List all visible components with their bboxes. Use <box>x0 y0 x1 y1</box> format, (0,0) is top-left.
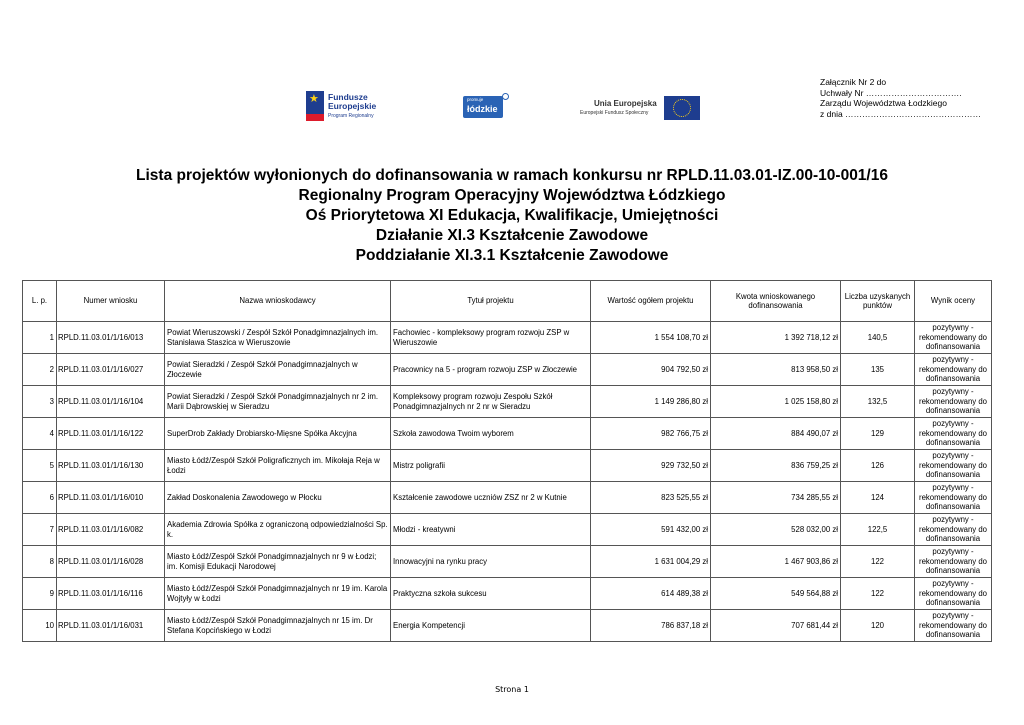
total-value-cell: 904 792,50 zł <box>591 354 711 386</box>
projects-table <box>22 280 992 642</box>
requested-amount-cell: 813 958,50 zł <box>711 354 841 386</box>
project-title-cell: Pracownicy na 5 - program rozwoju ZSP w Złoczewie <box>391 354 591 386</box>
table-row <box>23 450 992 482</box>
row-number-cell: 2 <box>23 354 57 386</box>
evaluation-result-cell: pozytywny - rekomendowany do dofinansowania <box>915 610 992 642</box>
program-title: Regionalny Program Operacyjny Województwa Łódzkiego <box>298 187 726 204</box>
requested-amount-cell: 884 490,07 zł <box>711 418 841 450</box>
requested-amount-cell: 707 681,44 zł <box>711 610 841 642</box>
table-row <box>23 418 992 450</box>
evaluation-result-cell: pozytywny - rekomendowany do dofinansowania <box>915 546 992 578</box>
application-number-cell: RPLD.11.03.01/1/16/122 <box>57 418 165 450</box>
table-row <box>23 610 992 642</box>
applicant-name-cell: Miasto Łódź/Zespół Szkół Poligraficznych im. Mikołaja Reja w Łodzi <box>165 450 391 482</box>
table-body <box>23 322 992 642</box>
submeasure-title: Poddziałanie XI.3.1 Kształcenie Zawodowe <box>355 247 669 264</box>
lodzkie-logo-text: łódzkie <box>467 104 498 114</box>
total-value-cell: 1 554 108,70 zł <box>591 322 711 354</box>
column-header: Nazwa wnioskodawcy <box>165 281 391 322</box>
application-number-cell: RPLD.11.03.01/1/16/116 <box>57 578 165 610</box>
page-footer: Strona 1 <box>495 685 529 694</box>
table-row <box>23 386 992 418</box>
project-title-cell: Młodzi - kreatywni <box>391 514 591 546</box>
applicant-name-cell: Akademia Zdrowia Spółka z ograniczoną odpowiedzialności Sp. k. <box>165 514 391 546</box>
table-row <box>23 514 992 546</box>
document-title: Lista projektów wyłonionych do dofinansowania w ramach konkursu nr RPLD.11.03.01-IZ.00-10-001/16 <box>136 167 888 184</box>
requested-amount-cell: 528 032,00 zł <box>711 514 841 546</box>
column-header: Kwota wnioskowanego dofinansowania <box>711 281 841 322</box>
requested-amount-cell: 734 285,55 zł <box>711 482 841 514</box>
application-number-cell: RPLD.11.03.01/1/16/031 <box>57 610 165 642</box>
column-header: L. p. <box>23 281 57 322</box>
row-number-cell: 4 <box>23 418 57 450</box>
row-number-cell: 10 <box>23 610 57 642</box>
fe-flag-icon: ★ <box>306 91 324 121</box>
table-row <box>23 322 992 354</box>
requested-amount-cell: 549 564,88 zł <box>711 578 841 610</box>
applicant-name-cell: SuperDrob Zakłady Drobiarsko-Mięsne Spółka Akcyjna <box>165 418 391 450</box>
evaluation-result-cell: pozytywny - rekomendowany do dofinansowania <box>915 514 992 546</box>
project-title-cell: Fachowiec - kompleksowy program rozwoju ZSP w Wieruszowie <box>391 322 591 354</box>
fundusze-europejskie-logo <box>306 91 392 123</box>
fe-logo-text: Europejskie <box>328 101 377 111</box>
row-number-cell: 3 <box>23 386 57 418</box>
total-value-cell: 614 489,38 zł <box>591 578 711 610</box>
registered-mark-icon <box>502 93 509 100</box>
application-number-cell: RPLD.11.03.01/1/16/027 <box>57 354 165 386</box>
column-header: Tytuł projektu <box>391 281 591 322</box>
lodzkie-logo <box>463 96 503 118</box>
evaluation-result-cell: pozytywny - rekomendowany do dofinansowania <box>915 386 992 418</box>
application-number-cell: RPLD.11.03.01/1/16/082 <box>57 514 165 546</box>
eu-flag-icon <box>664 96 700 120</box>
attachment-line: Uchwały Nr ……………………………. <box>820 87 962 98</box>
project-title-cell: Praktyczna szkoła sukcesu <box>391 578 591 610</box>
project-title-cell: Kształcenie zawodowe uczniów ZSZ nr 2 w Kutnie <box>391 482 591 514</box>
document-titles <box>0 166 1024 266</box>
total-value-cell: 823 525,55 zł <box>591 482 711 514</box>
evaluation-result-cell: pozytywny - rekomendowany do dofinansowania <box>915 418 992 450</box>
attachment-note <box>820 77 981 119</box>
evaluation-result-cell: pozytywny - rekomendowany do dofinansowania <box>915 354 992 386</box>
points-cell: 135 <box>841 354 915 386</box>
total-value-cell: 929 732,50 zł <box>591 450 711 482</box>
total-value-cell: 1 631 004,29 zł <box>591 546 711 578</box>
project-title-cell: Innowacyjni na rynku pracy <box>391 546 591 578</box>
total-value-cell: 786 837,18 zł <box>591 610 711 642</box>
points-cell: 122,5 <box>841 514 915 546</box>
total-value-cell: 1 149 286,80 zł <box>591 386 711 418</box>
points-cell: 120 <box>841 610 915 642</box>
attachment-line: Zarządu Województwa Łodzkiego <box>820 98 947 108</box>
points-cell: 140,5 <box>841 322 915 354</box>
fe-logo-text: Fundusze <box>328 92 368 102</box>
requested-amount-cell: 1 467 903,86 zł <box>711 546 841 578</box>
row-number-cell: 7 <box>23 514 57 546</box>
evaluation-result-cell: pozytywny - rekomendowany do dofinansowania <box>915 482 992 514</box>
applicant-name-cell: Powiat Sieradzki / Zespół Szkół Ponadgimnazjalnych w Złoczewie <box>165 354 391 386</box>
attachment-line: Załącznik Nr 2 do <box>820 77 887 87</box>
unia-europejska-logo <box>578 96 702 120</box>
table-row <box>23 482 992 514</box>
ue-logo-subtext: Europejski Fundusz Społeczny <box>580 110 649 116</box>
column-header: Wartość ogółem projektu <box>591 281 711 322</box>
points-cell: 122 <box>841 578 915 610</box>
evaluation-result-cell: pozytywny - rekomendowany do dofinansowania <box>915 450 992 482</box>
application-number-cell: RPLD.11.03.01/1/16/013 <box>57 322 165 354</box>
column-header: Wynik oceny <box>915 281 992 322</box>
column-header: Liczba uzyskanych punktów <box>841 281 915 322</box>
points-cell: 132,5 <box>841 386 915 418</box>
total-value-cell: 591 432,00 zł <box>591 514 711 546</box>
applicant-name-cell: Miasto Łódź/Zespół Szkół Ponadgimnazjalnych nr 19 im. Karola Wojtyły w Łodzi <box>165 578 391 610</box>
points-cell: 124 <box>841 482 915 514</box>
applicant-name-cell: Zakład Doskonalenia Zawodowego w Płocku <box>165 482 391 514</box>
project-title-cell: Energia Kompetencji <box>391 610 591 642</box>
project-title-cell: Mistrz poligrafii <box>391 450 591 482</box>
project-title-cell: Kompleksowy program rozwoju Zespołu Szkół Ponadgimnazjalnych nr 2 nr w Sieradzu <box>391 386 591 418</box>
table-row <box>23 578 992 610</box>
column-header: Numer wniosku <box>57 281 165 322</box>
applicant-name-cell: Powiat Sieradzki / Zespół Szkół Ponadgimnazjalnych nr 2 im. Marii Dąbrowskiej w Sieradzu <box>165 386 391 418</box>
table-row <box>23 354 992 386</box>
table-header-row <box>23 281 992 322</box>
attachment-line: z dnia ………………………………………… <box>820 108 982 119</box>
row-number-cell: 9 <box>23 578 57 610</box>
fe-logo-subtext: Program Regionalny <box>328 113 374 119</box>
row-number-cell: 5 <box>23 450 57 482</box>
measure-title: Działanie XI.3 Kształcenie Zawodowe <box>375 227 649 244</box>
points-cell: 129 <box>841 418 915 450</box>
project-title-cell: Szkoła zawodowa Twoim wyborem <box>391 418 591 450</box>
application-number-cell: RPLD.11.03.01/1/16/010 <box>57 482 165 514</box>
lodzkie-logo-small-text: promuje <box>467 97 484 102</box>
evaluation-result-cell: pozytywny - rekomendowany do dofinansowania <box>915 322 992 354</box>
row-number-cell: 6 <box>23 482 57 514</box>
applicant-name-cell: Miasto Łódź/Zespół Szkół Ponadgimnazjalnych nr 15 im. Dr Stefana Kopcińskiego w Łodzi <box>165 610 391 642</box>
evaluation-result-cell: pozytywny - rekomendowany do dofinansowania <box>915 578 992 610</box>
points-cell: 126 <box>841 450 915 482</box>
applicant-name-cell: Powiat Wieruszowski / Zespół Szkół Ponadgimnazjalnych im. Stanisława Staszica w Wieruszowie <box>165 322 391 354</box>
requested-amount-cell: 1 025 158,80 zł <box>711 386 841 418</box>
applicant-name-cell: Miasto Łódź/Zespół Szkół Ponadgimnazjalnych nr 9 w Łodzi; im. Komisji Edukacji Narodowej <box>165 546 391 578</box>
row-number-cell: 8 <box>23 546 57 578</box>
points-cell: 122 <box>841 546 915 578</box>
application-number-cell: RPLD.11.03.01/1/16/028 <box>57 546 165 578</box>
application-number-cell: RPLD.11.03.01/1/16/104 <box>57 386 165 418</box>
table-row <box>23 546 992 578</box>
row-number-cell: 1 <box>23 322 57 354</box>
ue-logo-text: Unia Europejska <box>594 99 657 108</box>
priority-axis-title: Oś Priorytetowa XI Edukacja, Kwalifikacje, Umiejętności <box>305 207 719 224</box>
total-value-cell: 982 766,75 zł <box>591 418 711 450</box>
application-number-cell: RPLD.11.03.01/1/16/130 <box>57 450 165 482</box>
requested-amount-cell: 1 392 718,12 zł <box>711 322 841 354</box>
requested-amount-cell: 836 759,25 zł <box>711 450 841 482</box>
